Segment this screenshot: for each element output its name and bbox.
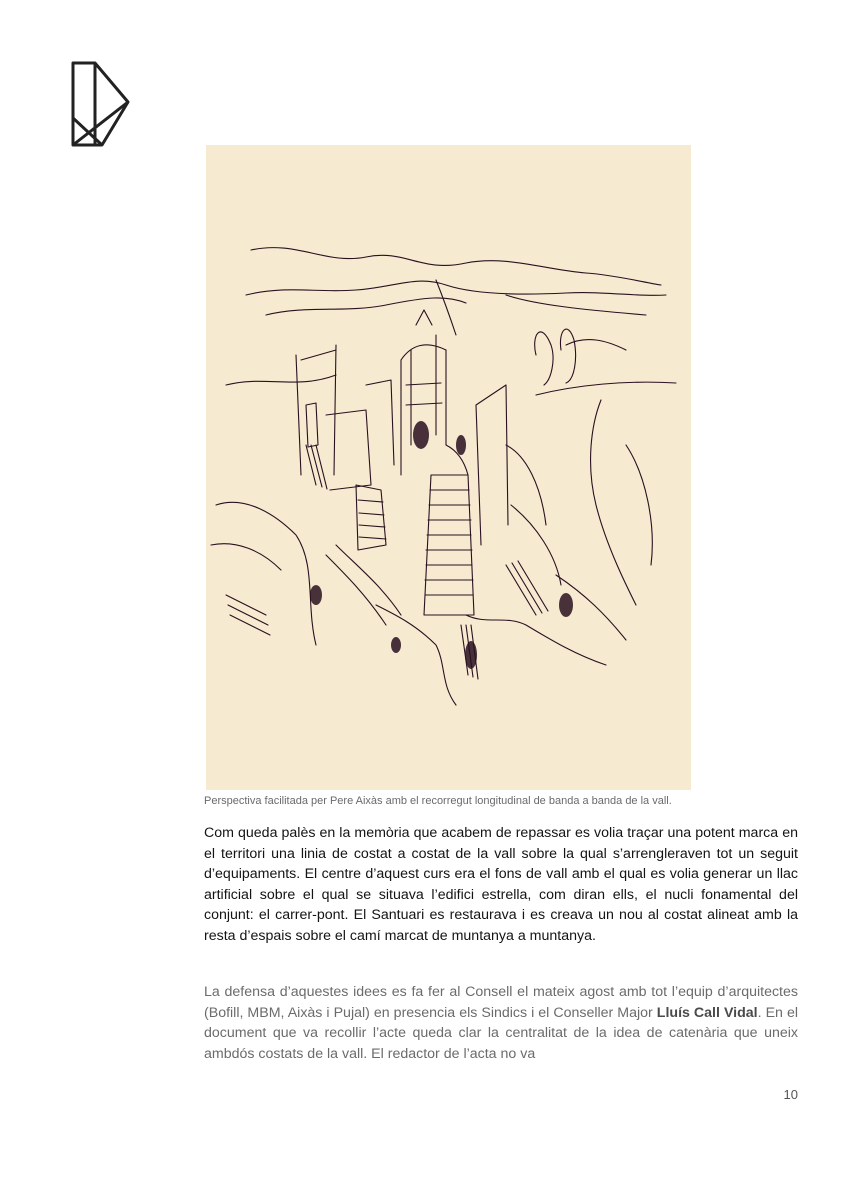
- logo-mark-icon: [70, 60, 132, 148]
- person-name-highlight: Lluís Call Vidal: [656, 1004, 758, 1021]
- logo: [70, 60, 132, 148]
- figure-caption: Perspectiva facilitada per Pere Aixàs amb el recorregut longitudinal de banda a banda de la vall.: [204, 795, 672, 807]
- body-paragraph-1: Com queda palès en la memòria que acabem de repassar es volia traçar una potent marca en el territori una linia de costat a costat de la vall sobre la qual s’arrengleraven tot un seguit d’equipaments. El centre d’aquest curs era el fons de vall amb el qual es volia generar un llac artificial sobre el qual se situava l’edifici estrella, com diran ells, el nucli fonamental del conjunt: el carrer-pont. El Santuari es restaurava i es creava un nou al costat alineat amb la resta d’espais sobre el camí marcat de muntanya a muntanya.: [204, 825, 798, 944]
- body-paragraph-2: [204, 982, 798, 1064]
- page-number: 10: [783, 1087, 798, 1102]
- sketch-drawing: [206, 145, 691, 790]
- paragraph-2-text-start: La defensa d’aquestes idees es fa fer al Consell el mateix agost amb tot l’equip d’arquitectes (Bofill, MBM, Aixàs i Pujal) en presencia els Sindics i el Conseller Major: [204, 984, 798, 1021]
- paragraph-2-text-end: . En el document que va recollir l’acte queda clar la centralitat de la idea de catenària que uneix ambdós costats de la vall. El redactor de l’acta no va: [204, 1004, 798, 1062]
- perspective-sketch: [206, 145, 691, 790]
